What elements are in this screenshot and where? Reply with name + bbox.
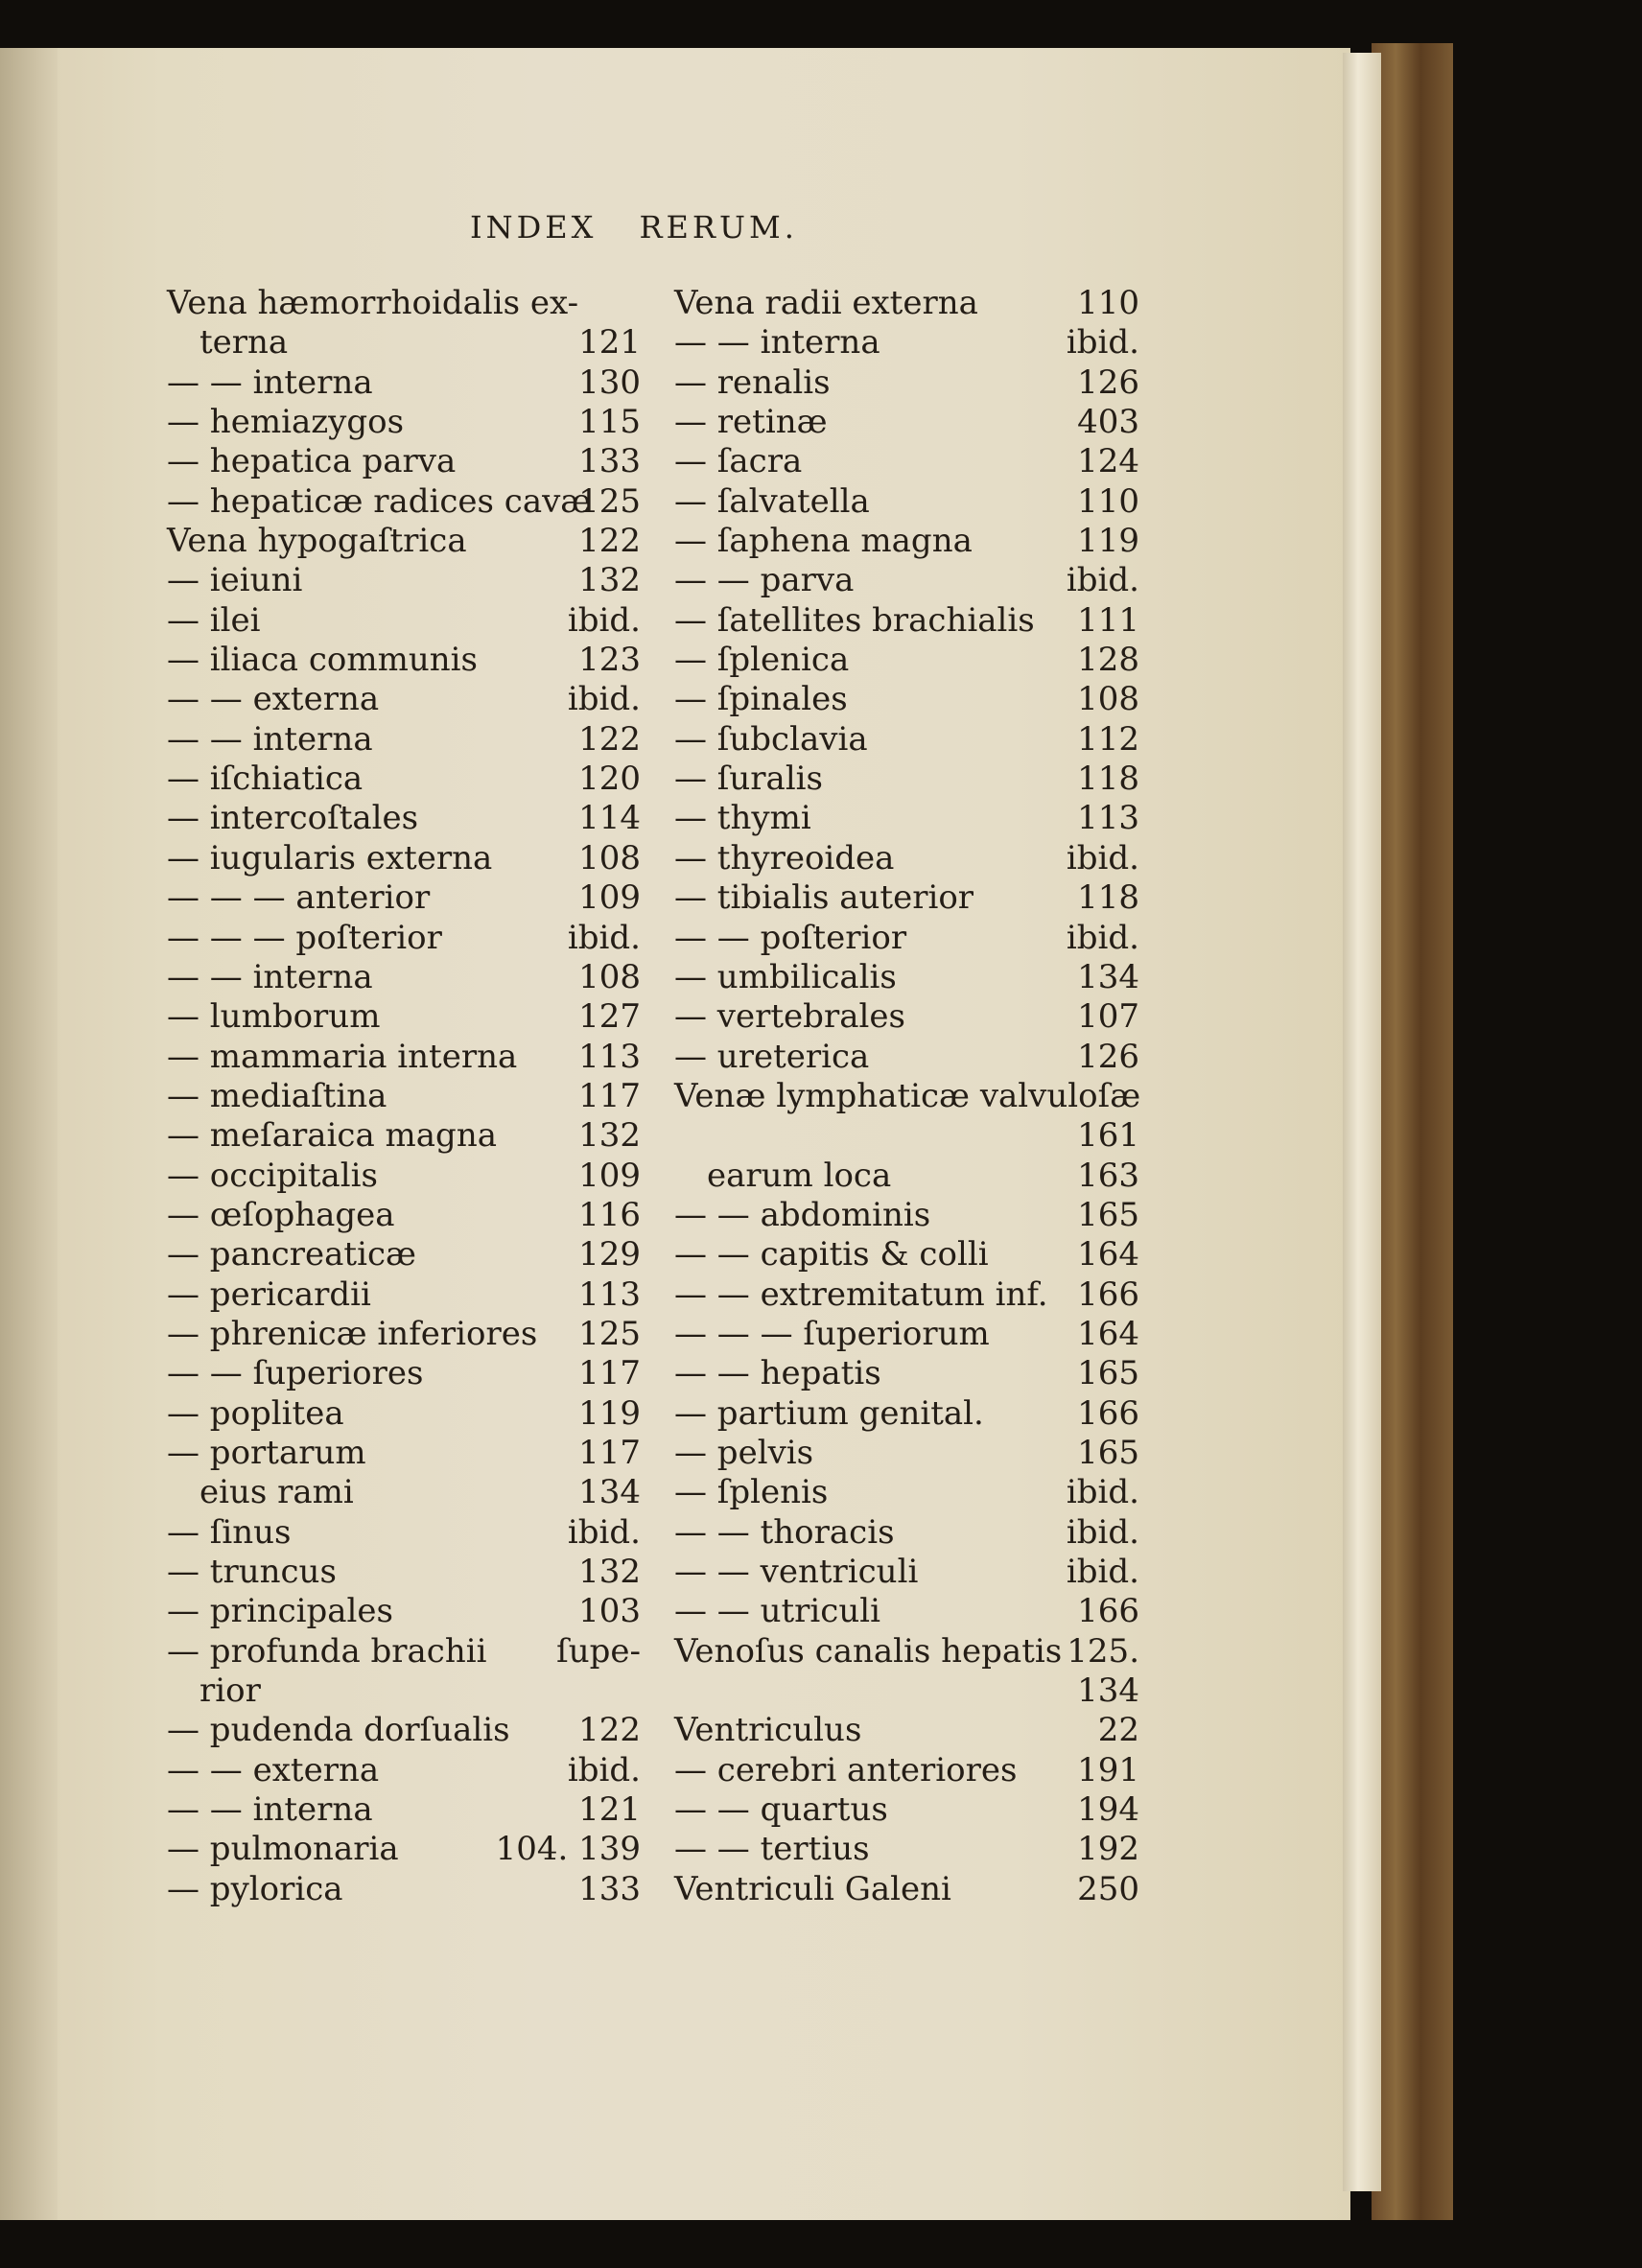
entry-page-ref: 122 — [578, 719, 641, 759]
index-entry — [674, 720, 1139, 760]
index-entry — [167, 1235, 641, 1274]
entry-page-ref: 132 — [578, 1553, 641, 1591]
book-cover-edge — [1372, 43, 1453, 2220]
entry-term: — cerebri anteriores — [674, 1750, 1018, 1789]
entry-term: — renalis — [674, 362, 831, 402]
index-entry — [167, 1157, 641, 1196]
index-entry — [674, 1354, 1139, 1393]
index-entry — [167, 1116, 641, 1156]
entry-page-ref: 117 — [578, 1076, 641, 1115]
entry-term: — hepaticæ radices cavæ — [167, 481, 592, 521]
entry-page-ref: 117 — [578, 1433, 641, 1472]
title-word-index: INDEX — [470, 209, 598, 246]
entry-page-ref: 128 — [1077, 641, 1139, 680]
index-entry — [674, 1790, 1139, 1830]
entry-page-ref: 134 — [1077, 1672, 1139, 1711]
entry-page-ref: 113 — [578, 1274, 641, 1314]
entry-term: — umbilicalis — [674, 957, 897, 996]
entry-page-ref: 126 — [1077, 1037, 1139, 1076]
entry-page-ref: 134 — [578, 1473, 641, 1512]
index-entry — [674, 1830, 1139, 1869]
entry-term: — ſplenica — [674, 641, 850, 680]
index-entry — [167, 323, 641, 362]
index-entry — [674, 284, 1139, 323]
entry-term: — hemiazygos — [167, 403, 405, 442]
entry-term: — — — anterior — [167, 878, 431, 918]
entry-page-ref: 119 — [1077, 522, 1139, 561]
entry-page-ref: 166 — [1077, 1393, 1139, 1433]
page-title — [470, 209, 950, 247]
entry-term: — thymi — [674, 799, 811, 838]
index-entry — [167, 403, 641, 442]
index-entry — [167, 878, 641, 918]
entry-page-ref: 121 — [578, 1790, 641, 1830]
index-entry — [167, 1038, 641, 1077]
entry-page-ref: ibid. — [567, 918, 641, 957]
entry-page-ref: 191 — [1077, 1750, 1139, 1789]
entry-page-ref: 112 — [1077, 719, 1139, 759]
index-entry — [674, 1513, 1139, 1553]
entry-page-ref: 163 — [1077, 1156, 1139, 1195]
index-entry — [674, 1434, 1139, 1473]
entry-term: — iliaca communis — [167, 641, 478, 680]
index-entry — [674, 1473, 1139, 1512]
entry-page-ref: 22 — [1097, 1711, 1139, 1750]
entry-term: — — poſterior — [674, 918, 907, 957]
entry-term: Ventriculi Galeni — [674, 1869, 951, 1908]
entry-page-ref: ibid. — [1066, 323, 1139, 362]
entry-term: — — ventriculi — [674, 1553, 919, 1591]
index-entry — [167, 1751, 641, 1790]
entry-page-ref: 108 — [1077, 680, 1139, 719]
entry-term: — — interna — [167, 1790, 373, 1830]
entry-page-ref: 166 — [1077, 1592, 1139, 1631]
entry-term: — meſaraica magna — [167, 1116, 497, 1156]
entry-term: earum loca — [707, 1156, 892, 1195]
entry-page-ref: 164 — [1077, 1235, 1139, 1274]
entry-term: — pudenda dorſualis — [167, 1711, 510, 1750]
entry-page-ref: 103 — [578, 1592, 641, 1631]
entry-term: — profunda brachii — [167, 1631, 487, 1671]
entry-page-ref: 164 — [1077, 1314, 1139, 1353]
index-entry — [167, 1354, 641, 1393]
entry-term: — — quartus — [674, 1790, 888, 1830]
index-entry — [167, 1790, 641, 1830]
title-word-rerum: RERUM. — [639, 209, 798, 246]
entry-term: — — extremitatum inf. — [674, 1274, 1048, 1314]
entry-page-ref: 165 — [1077, 1195, 1139, 1234]
entry-term: — ſplenis — [674, 1473, 829, 1512]
index-entry — [167, 760, 641, 799]
entry-term: — pelvis — [674, 1433, 814, 1472]
index-entry — [674, 958, 1139, 997]
index-entry — [167, 561, 641, 600]
index-column-left — [167, 284, 641, 1909]
entry-term: — — — poſterior — [167, 918, 442, 957]
index-entry — [674, 760, 1139, 799]
index-entry — [167, 680, 641, 719]
entry-page-ref: 116 — [578, 1195, 641, 1234]
entry-term: — — — ſuperiorum — [674, 1314, 990, 1353]
index-entry — [674, 323, 1139, 362]
index-entry — [167, 1830, 641, 1869]
index-entry — [674, 1315, 1139, 1354]
entry-term: — principales — [167, 1592, 393, 1631]
entry-term: — ureterica — [674, 1037, 870, 1076]
entry-page-ref: 133 — [578, 442, 641, 481]
entry-page-ref: 108 — [578, 838, 641, 877]
index-entry — [167, 1077, 641, 1116]
entry-term: eius rami — [199, 1473, 354, 1512]
entry-page-ref: ibid. — [1066, 838, 1139, 877]
entry-page-ref: 130 — [578, 362, 641, 402]
entry-page-ref: 118 — [1077, 760, 1139, 799]
entry-term: — — utriculi — [674, 1592, 880, 1631]
index-entry — [167, 839, 641, 878]
entry-page-ref: 122 — [578, 522, 641, 561]
entry-term: — — externa — [167, 1750, 380, 1789]
index-entry — [167, 442, 641, 481]
entry-term: — tibialis auterior — [674, 878, 974, 918]
entry-term: — ſpinales — [674, 680, 848, 719]
index-entry — [674, 601, 1139, 641]
entry-page-ref: 194 — [1077, 1790, 1139, 1830]
entry-term: — poplitea — [167, 1393, 344, 1433]
index-entry — [167, 482, 641, 522]
entry-page-ref: ibid. — [1066, 918, 1139, 957]
index-entry — [674, 1157, 1139, 1196]
entry-page-ref: 126 — [1077, 362, 1139, 402]
index-entry — [674, 1711, 1139, 1750]
index-entry — [674, 1592, 1139, 1631]
entry-term: — lumborum — [167, 997, 381, 1037]
entry-term: — — abdominis — [674, 1195, 931, 1234]
index-entry — [167, 522, 641, 561]
entry-term: — mammaria interna — [167, 1037, 518, 1076]
entry-page-ref: 115 — [578, 403, 641, 442]
entry-page-ref: 122 — [578, 1711, 641, 1750]
entry-page-ref: ibid. — [1066, 1553, 1139, 1591]
entry-page-ref: 111 — [1077, 600, 1139, 640]
entry-term: — thyreoidea — [674, 838, 895, 877]
entry-page-ref: 125 — [578, 481, 641, 521]
entry-page-ref: ibid. — [567, 600, 641, 640]
index-entry — [674, 997, 1139, 1037]
entry-page-ref: 166 — [1077, 1274, 1139, 1314]
index-entry — [674, 403, 1139, 442]
entry-page-ref: 110 — [1077, 481, 1139, 521]
entry-term: — — interna — [167, 719, 373, 759]
entry-term: — pulmonaria — [167, 1830, 399, 1869]
entry-term: — ieiuni — [167, 561, 303, 600]
entry-page-ref: 110 — [1077, 284, 1139, 322]
index-entry — [167, 1315, 641, 1354]
entry-term: — iſchiatica — [167, 760, 364, 799]
entry-term: — partium genital. — [674, 1393, 984, 1433]
entry-term: — ilei — [167, 600, 261, 640]
index-entry — [674, 680, 1139, 719]
index-entry — [167, 1434, 641, 1473]
entry-page-ref: ſupe- — [556, 1631, 641, 1671]
entry-term: — ſaphena magna — [674, 522, 973, 561]
entry-page-ref: 109 — [578, 878, 641, 918]
index-entry — [674, 1038, 1139, 1077]
index-entry — [167, 601, 641, 641]
entry-page-ref: 403 — [1077, 403, 1139, 442]
entry-term: — ſalvatella — [674, 481, 870, 521]
entry-term: — — thoracis — [674, 1512, 895, 1552]
entry-term: — ſubclavia — [674, 719, 868, 759]
index-entry — [674, 1394, 1139, 1434]
entry-term: — ſatellites brachialis — [674, 600, 1035, 640]
entry-page-ref: 125. — [1067, 1631, 1139, 1671]
index-entry — [674, 919, 1139, 958]
entry-term: — mediaſtina — [167, 1076, 387, 1115]
index-entry — [674, 1275, 1139, 1315]
entry-page-ref: 118 — [1077, 878, 1139, 918]
entry-page-ref: 124 — [1077, 442, 1139, 481]
entry-page-ref: 113 — [1077, 799, 1139, 838]
entry-page-ref: 133 — [578, 1869, 641, 1908]
entry-page-ref: ibid. — [567, 1750, 641, 1789]
entry-page-ref: ibid. — [1066, 1473, 1139, 1512]
entry-page-ref: 119 — [578, 1393, 641, 1433]
entry-page-ref: 114 — [578, 799, 641, 838]
index-entry — [167, 958, 641, 997]
index-entry — [167, 1870, 641, 1909]
index-entry — [167, 1394, 641, 1434]
index-entry — [674, 1632, 1139, 1672]
entry-term: — occipitalis — [167, 1156, 379, 1195]
entry-term: — truncus — [167, 1553, 337, 1591]
entry-term: Vena hypogaſtrica — [167, 522, 467, 561]
index-entry — [167, 997, 641, 1037]
entry-term: — — externa — [167, 680, 380, 719]
index-column-right — [674, 284, 1139, 1909]
entry-term: Ventriculus — [674, 1711, 862, 1750]
page-stack-edge — [1343, 53, 1381, 2191]
entry-term: Venoſus canalis hepatis — [674, 1631, 1063, 1671]
index-entry — [674, 1077, 1139, 1116]
entry-term: — ſinus — [167, 1512, 292, 1552]
index-entry — [674, 1751, 1139, 1790]
index-entry — [167, 1632, 641, 1672]
entry-page-ref: 165 — [1077, 1433, 1139, 1472]
index-entry — [674, 482, 1139, 522]
entry-term: — hepatica parva — [167, 442, 457, 481]
index-entry — [674, 1672, 1139, 1711]
entry-term: — ſuralis — [674, 760, 824, 799]
entry-page-ref: ibid. — [567, 680, 641, 719]
entry-term: terna — [199, 323, 289, 362]
entry-page-ref: 192 — [1077, 1830, 1139, 1869]
entry-term: — — interna — [167, 362, 373, 402]
index-entry — [167, 1711, 641, 1750]
entry-page-ref: 161 — [1077, 1116, 1139, 1156]
entry-term: — — hepatis — [674, 1354, 881, 1393]
index-entry — [167, 284, 641, 323]
entry-page-ref: 117 — [578, 1354, 641, 1393]
entry-page-ref: 123 — [578, 641, 641, 680]
entry-term: — intercoſtales — [167, 799, 419, 838]
index-entry — [167, 799, 641, 838]
index-entry — [167, 641, 641, 680]
entry-page-ref: ibid. — [567, 1512, 641, 1552]
entry-page-ref: 250 — [1077, 1869, 1139, 1908]
entry-page-ref: ibid. — [1066, 1512, 1139, 1552]
index-entry — [167, 1553, 641, 1592]
entry-term: Vena radii externa — [674, 284, 978, 322]
entry-term: — portarum — [167, 1433, 366, 1472]
entry-page-ref: 109 — [578, 1156, 641, 1195]
entry-page-ref: 113 — [578, 1037, 641, 1076]
entry-page-ref: 125 — [578, 1314, 641, 1353]
index-entry — [674, 522, 1139, 561]
index-entry — [674, 442, 1139, 481]
index-entry — [674, 1196, 1139, 1235]
entry-page-ref: 121 — [578, 323, 641, 362]
entry-term: — — capitis & colli — [674, 1235, 989, 1274]
entry-term: Venæ lymphaticæ valvuloſæ — [674, 1076, 1141, 1115]
index-entry — [167, 1473, 641, 1512]
index-entry — [674, 799, 1139, 838]
entry-page-ref: 132 — [578, 1116, 641, 1156]
index-entry — [167, 1592, 641, 1631]
entry-page-ref: 104. 139 — [495, 1830, 641, 1869]
index-entry — [167, 1196, 641, 1235]
entry-page-ref: 134 — [1077, 957, 1139, 996]
index-entry — [167, 1513, 641, 1553]
entry-page-ref: 132 — [578, 561, 641, 600]
entry-page-ref: 129 — [578, 1235, 641, 1274]
index-entry — [167, 919, 641, 958]
entry-page-ref: ibid. — [1066, 561, 1139, 600]
entry-term: — pylorica — [167, 1869, 343, 1908]
entry-term: rior — [199, 1672, 261, 1711]
entry-term: — — ſuperiores — [167, 1354, 424, 1393]
entry-term: — retinæ — [674, 403, 828, 442]
index-entry — [167, 1275, 641, 1315]
entry-page-ref: 165 — [1077, 1354, 1139, 1393]
entry-term: — — parva — [674, 561, 855, 600]
entry-term: Vena hæmorrhoidalis ex- — [167, 284, 579, 322]
index-entry — [167, 363, 641, 403]
entry-term: — — interna — [674, 323, 880, 362]
index-entry — [674, 878, 1139, 918]
index-entry — [674, 1116, 1139, 1156]
index-entry — [674, 1553, 1139, 1592]
index-entry — [674, 561, 1139, 600]
entry-page-ref: 127 — [578, 997, 641, 1037]
entry-page-ref: 108 — [578, 957, 641, 996]
entry-term: — pericardii — [167, 1274, 371, 1314]
entry-term: — vertebrales — [674, 997, 905, 1037]
entry-term: — pancreaticæ — [167, 1235, 416, 1274]
entry-term: — — interna — [167, 957, 373, 996]
entry-page-ref: 120 — [578, 760, 641, 799]
entry-term: — iugularis externa — [167, 838, 493, 877]
entry-term: — — tertius — [674, 1830, 870, 1869]
entry-term: — œſophagea — [167, 1195, 395, 1234]
entry-page-ref: 107 — [1077, 997, 1139, 1037]
index-entry — [167, 720, 641, 760]
entry-term: — ſacra — [674, 442, 803, 481]
index-entry — [674, 1235, 1139, 1274]
index-entry — [674, 839, 1139, 878]
index-entry — [674, 1870, 1139, 1909]
index-entry — [167, 1672, 641, 1711]
page-gutter — [0, 48, 58, 2220]
entry-term: — phrenicæ inferiores — [167, 1314, 538, 1353]
index-entry — [674, 363, 1139, 403]
index-entry — [674, 641, 1139, 680]
